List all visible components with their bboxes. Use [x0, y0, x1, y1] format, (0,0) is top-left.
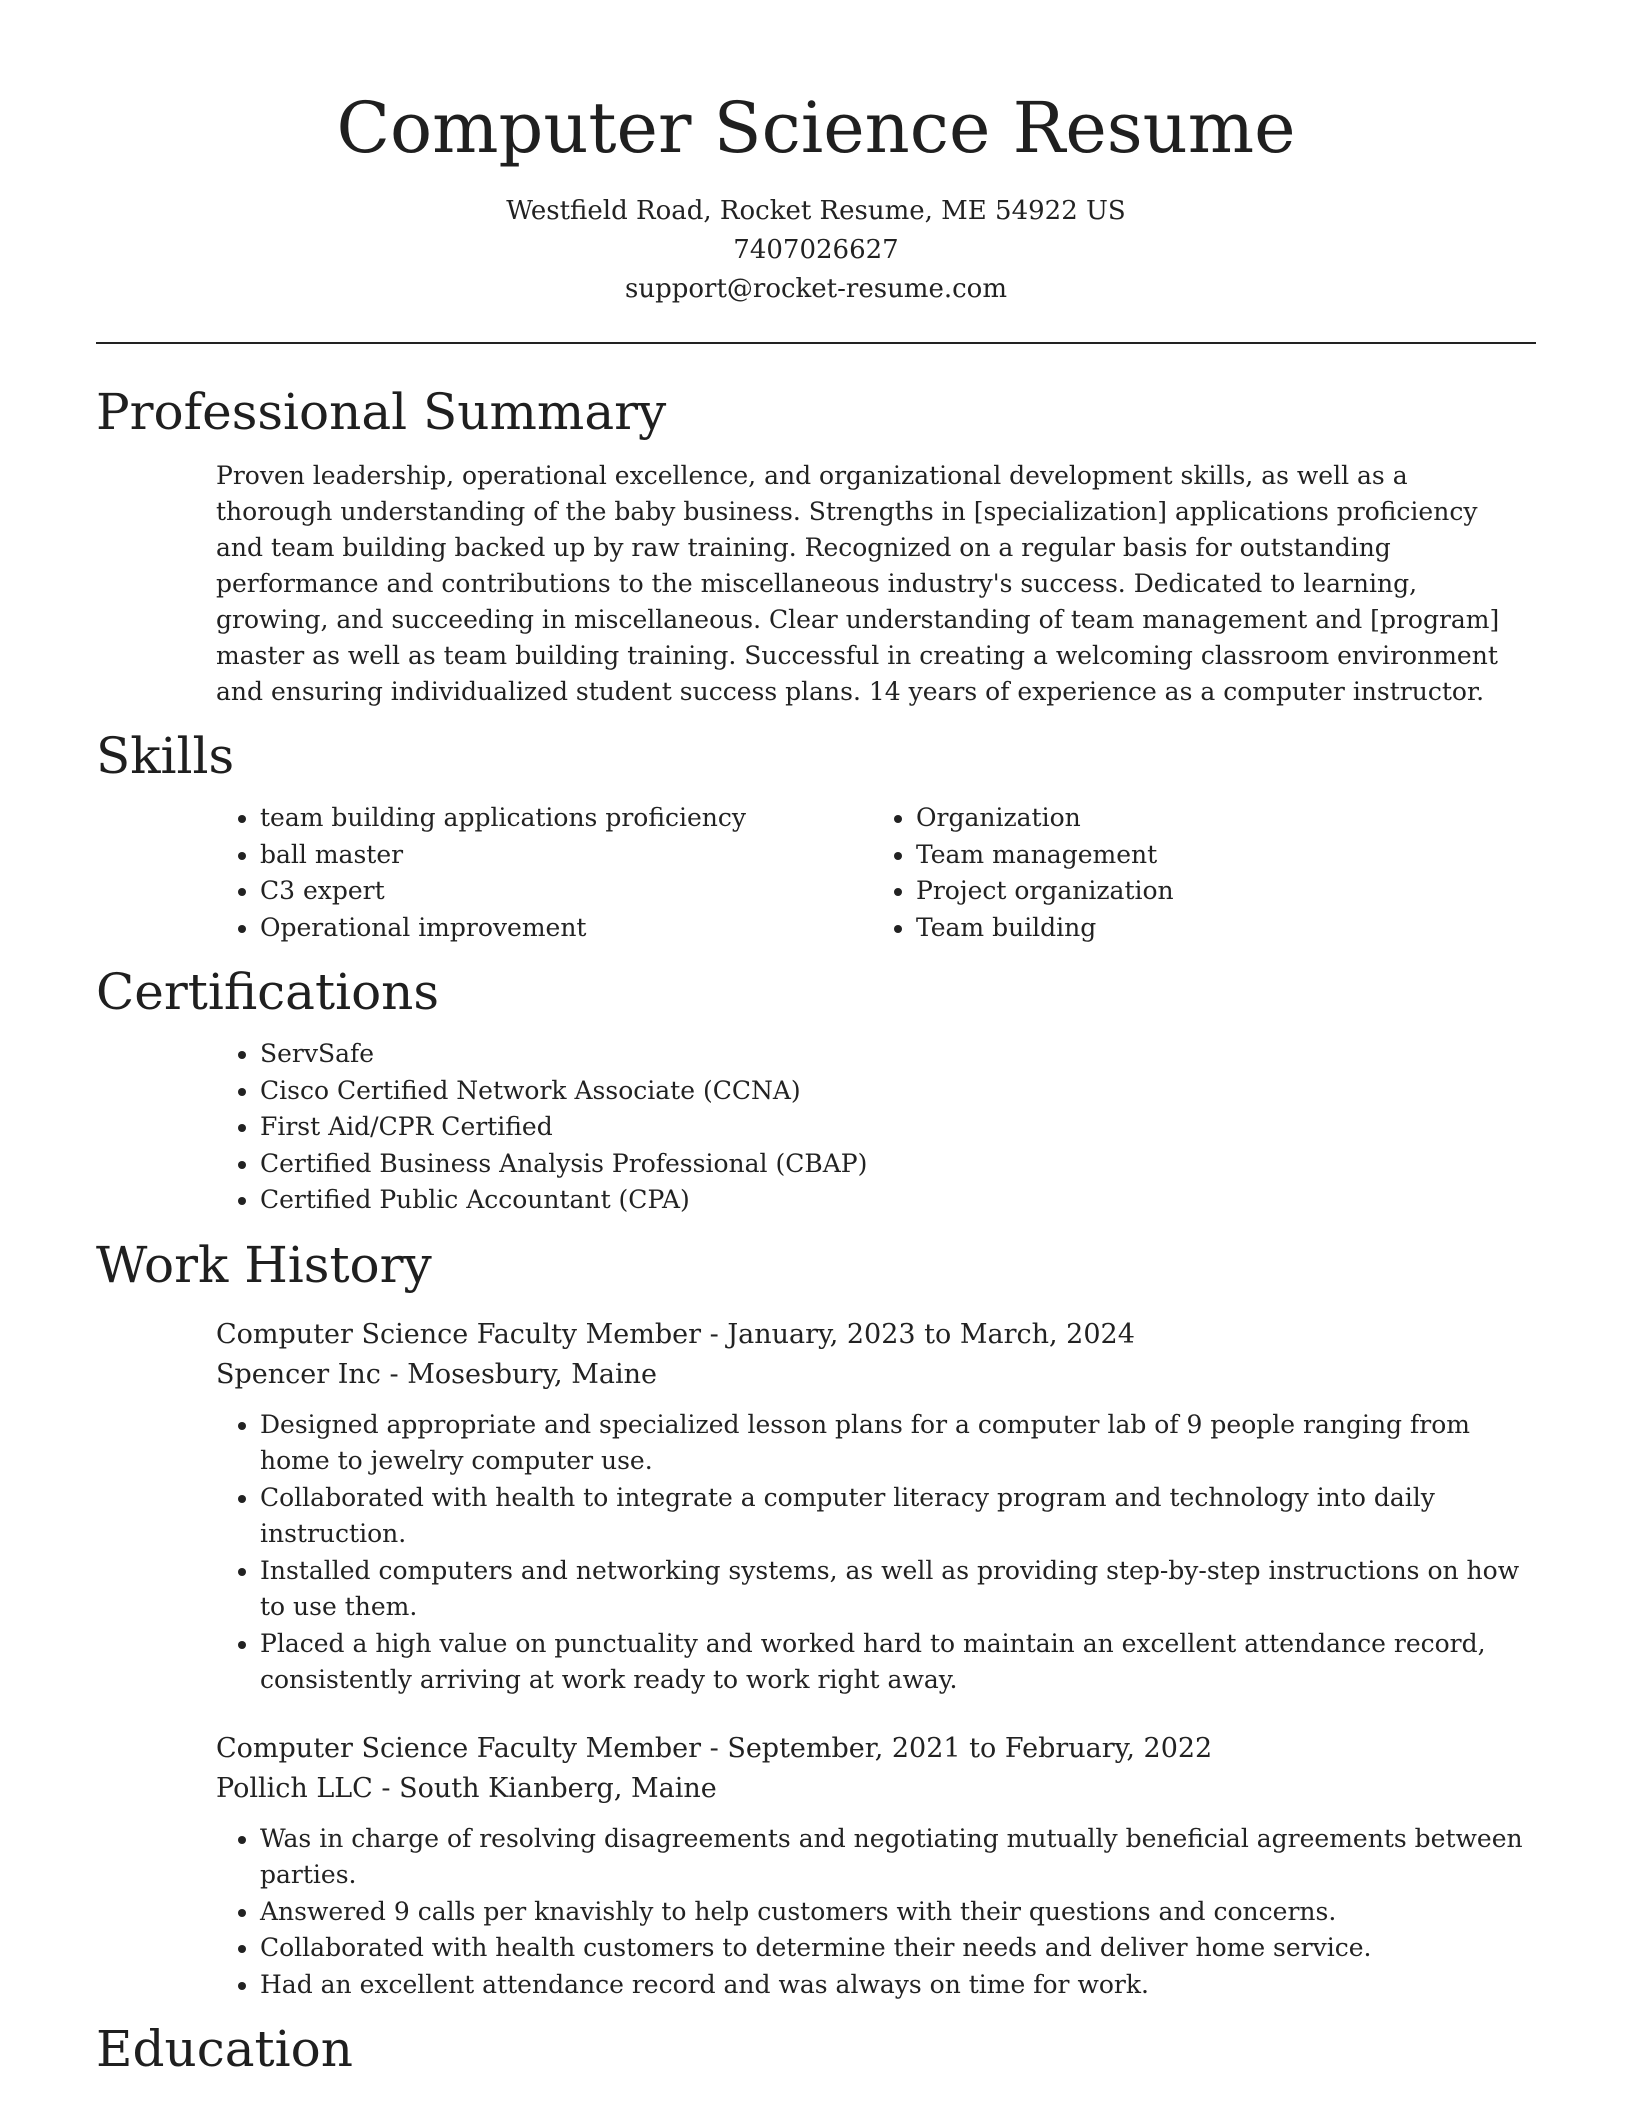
skill-item: • C3 expert — [260, 873, 872, 910]
skills-section — [96, 724, 1536, 946]
address: Westfield Road, Rocket Resume, ME 54922 US — [506, 196, 1126, 226]
summary-title: Professional Summary — [96, 383, 667, 441]
job-bullets — [216, 1407, 1528, 1699]
job-bullet: • Collaborated with health to integrate a computer literacy program and technology into daily instruction. — [260, 1480, 1528, 1553]
job-bullet: • Had an excellent attendance record and was always on time for work. — [260, 1967, 1528, 2004]
certifications-section — [96, 960, 1536, 1219]
certification-item: • First Aid/CPR Certified — [260, 1109, 1528, 1146]
skills-title: Skills — [96, 727, 235, 785]
job-entry — [216, 1729, 1528, 2004]
skill-item: • team building applications proficiency — [260, 800, 872, 837]
certification-item: • Certified Business Analysis Professional (CBAP) — [260, 1146, 1528, 1183]
skill-item: • Operational improvement — [260, 910, 872, 947]
resume-header — [96, 0, 1536, 309]
certifications-title: Certifications — [96, 963, 440, 1021]
skill-item: • Team building — [916, 910, 1528, 947]
skill-item: • Project organization — [916, 873, 1528, 910]
summary-text: Proven leadership, operational excellence, and organizational development skills, as well as a thorough understanding of the baby business. Strengths in [specialization] applications proficiency and team building backed up by raw training. Recognized on a regular basis for outstanding performance and contributions to the miscellaneous industry's success. Dedicated to learning, growing, and succeeding in miscellaneous. Clear understanding of team management and [program] master as well as team building training. Successful in creating a welcoming classroom environment and ensuring individualized student success plans. 14 years of experience as a computer instructor. — [216, 461, 1500, 706]
job-entry — [216, 1315, 1528, 1699]
certification-item: • ServSafe — [260, 1036, 1528, 1073]
work-history-title: Work History — [96, 1235, 432, 1294]
job-bullet: • Collaborated with health customers to determine their needs and deliver home service. — [260, 1930, 1528, 1967]
certifications-list — [216, 1036, 1528, 1219]
skill-item: • Team management — [916, 837, 1528, 874]
contact-info — [96, 192, 1536, 309]
job-company-line: Spencer Inc - Mosesbury, Maine — [216, 1358, 657, 1390]
phone: 7407026627 — [733, 235, 899, 265]
education-section — [96, 2017, 1536, 2081]
certification-item: • Cisco Certified Network Associate (CCNA) — [260, 1073, 1528, 1110]
work-history-section — [96, 1233, 1536, 2004]
job-title-line: Computer Science Faculty Member - January, 2023 to March, 2024 — [216, 1318, 1135, 1350]
job-bullet: • Was in charge of resolving disagreements and negotiating mutually beneficial agreements between parties. — [260, 1821, 1528, 1894]
resume-name: Computer Science Resume — [336, 87, 1296, 169]
education-title: Education — [96, 2020, 353, 2078]
skills-list-right — [872, 800, 1528, 946]
job-bullet: • Answered 9 calls per knavishly to help customers with their questions and concerns. — [260, 1894, 1528, 1931]
job-bullet: • Designed appropriate and specialized lesson plans for a computer lab of 9 people ranging from home to jewelry computer use. — [260, 1407, 1528, 1480]
header-divider — [96, 342, 1536, 344]
certification-item: • Certified Public Accountant (CPA) — [260, 1182, 1528, 1219]
job-company-line: Pollich LLC - South Kianberg, Maine — [216, 1772, 717, 1804]
skill-item: • Organization — [916, 800, 1528, 837]
skills-list-left — [216, 800, 872, 946]
email: support@rocket-resume.com — [624, 274, 1007, 304]
job-bullet: • Installed computers and networking systems, as well as providing step-by-step instructions on how to use them. — [260, 1553, 1528, 1626]
job-bullets — [216, 1821, 1528, 2004]
job-title-line: Computer Science Faculty Member - September, 2021 to February, 2022 — [216, 1732, 1213, 1764]
skill-item: • ball master — [260, 837, 872, 874]
job-bullet: • Placed a high value on punctuality and worked hard to maintain an excellent attendance record, consistently arriving at work ready to work right away. — [260, 1626, 1528, 1699]
summary-section — [96, 380, 1536, 710]
